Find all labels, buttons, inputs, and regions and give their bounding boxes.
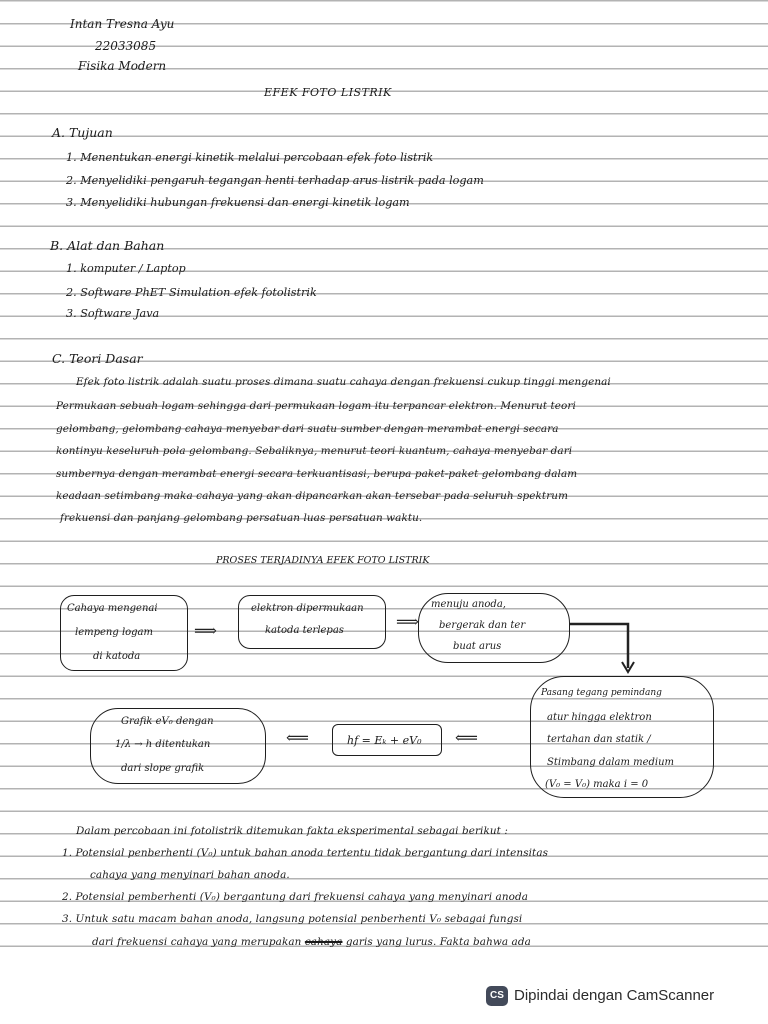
section-heading-tujuan: A. Tujuan xyxy=(52,125,113,140)
camscanner-logo-icon: CS xyxy=(486,986,508,1006)
fact-item-continued: cahaya yang menyinari bahan anoda. xyxy=(90,869,290,881)
tujuan-item: 2. Menyelidiki pengaruh tegangan henti terhadap arus listrik pada logam xyxy=(66,174,484,187)
tujuan-item: 3. Menyelidiki hubungan frekuensi dan energi kinetik logam xyxy=(66,196,410,209)
scanner-watermark-text: Dipindai dengan CamScanner xyxy=(514,987,715,1004)
course-name: Fisika Modern xyxy=(78,59,167,73)
alat-item: 1. komputer / Laptop xyxy=(66,262,186,275)
tujuan-item: 1. Menentukan energi kinetik melalui percobaan efek foto listrik xyxy=(66,151,434,164)
box-text: (V₀ = V₀) maka i = 0 xyxy=(545,779,649,790)
box-text: 1/λ → h ditentukan xyxy=(115,739,211,750)
box-text: tertahan dan statik / xyxy=(547,734,651,745)
teori-line: frekuensi dan panjang gelombang persatuan luas persatuan waktu. xyxy=(60,512,423,524)
box-text: di katoda xyxy=(93,651,141,662)
diagram-title: PROSES TERJADINYA EFEK FOTO LISTRIK xyxy=(216,555,430,566)
arrow-left-icon: ⟸ xyxy=(286,728,309,747)
box-text: katoda terlepas xyxy=(265,625,344,636)
box-text: menuju anoda, xyxy=(431,599,506,610)
box-text: Pasang tegang pemindang xyxy=(541,688,662,698)
box-text: Cahaya mengenai xyxy=(67,603,158,614)
box-text: elektron dipermukaan xyxy=(251,603,364,614)
process-box-equation xyxy=(332,724,442,756)
student-name: Intan Tresna Ayu xyxy=(70,17,175,31)
fact-item-continued xyxy=(92,937,531,947)
box-text: Stimbang dalam medium xyxy=(547,757,675,768)
teori-line: Permukaan sebuah logam sehingga dari permukaan logam itu terpancar elektron. Menurut teori xyxy=(56,400,576,412)
box-text: lempeng logam xyxy=(75,627,154,638)
arrow-right-icon: ⟹ xyxy=(396,612,419,631)
page-title: EFEK FOTO LISTRIK xyxy=(264,86,392,99)
process-box-electron xyxy=(238,595,386,649)
facts-intro: Dalam percobaan ini fotolistrik ditemukan fakta eksperimental sebagai berikut : xyxy=(76,825,508,837)
connector-line xyxy=(570,618,640,678)
crossed-out-word: cahaya xyxy=(304,936,343,948)
teori-line: gelombang, gelombang cahaya menyebar dari suatu sumber dengan merambat energi secara xyxy=(56,423,559,435)
process-box-anode xyxy=(418,593,570,663)
process-box-light xyxy=(60,595,188,671)
box-text: Grafik eV₀ dengan xyxy=(121,716,214,727)
arrow-left-icon: ⟸ xyxy=(455,728,478,747)
section-heading-teori: C. Teori Dasar xyxy=(52,351,143,366)
fact-item: 3. Untuk satu macam bahan anoda, langsung potensial penberhenti V₀ sebagai fungsi xyxy=(62,913,523,925)
equation-text: hf = Eₖ + eV₀ xyxy=(347,734,422,747)
fact-item: 1. Potensial penberhenti (V₀) untuk bahan anoda tertentu tidak bergantung dari intensitas xyxy=(62,847,549,859)
alat-item: 2. Software PhET Simulation efek fotolistrik xyxy=(66,286,317,299)
fact-text: garis yang lurus. Fakta bahwa ada xyxy=(345,936,531,948)
process-box-graph xyxy=(90,708,266,784)
teori-line: Efek foto listrik adalah suatu proses dimana suatu cahaya dengan frekuensi cukup tinggi mengenai xyxy=(76,376,611,388)
section-heading-alat: B. Alat dan Bahan xyxy=(50,238,165,253)
box-text: buat arus xyxy=(453,641,502,652)
box-text: dari slope grafik xyxy=(121,763,205,774)
teori-line: keadaan setimbang maka cahaya yang akan dipancarkan akan tersebar pada seluruh spektrum xyxy=(56,490,569,502)
fact-text: dari frekuensi cahaya yang merupakan xyxy=(92,936,302,948)
arrow-right-icon: ⟹ xyxy=(194,621,217,640)
process-box-voltage xyxy=(530,676,714,798)
alat-item: 3. Software Java xyxy=(66,307,160,320)
fact-item: 2. Potensial pemberhenti (V₀) bergantung dari frekuensi cahaya yang menyinari anoda xyxy=(62,891,529,903)
teori-line: sumbernya dengan merambat energi secara terkuantisasi, berupa paket-paket gelombang dalam xyxy=(56,468,578,480)
box-text: atur hingga elektron xyxy=(547,712,652,723)
box-text: bergerak dan ter xyxy=(439,620,526,631)
teori-line: kontinyu keseluruh pola gelombang. Sebaliknya, menurut teori kuantum, cahaya menyebar dari xyxy=(56,445,573,457)
student-id: 22033085 xyxy=(95,39,157,53)
